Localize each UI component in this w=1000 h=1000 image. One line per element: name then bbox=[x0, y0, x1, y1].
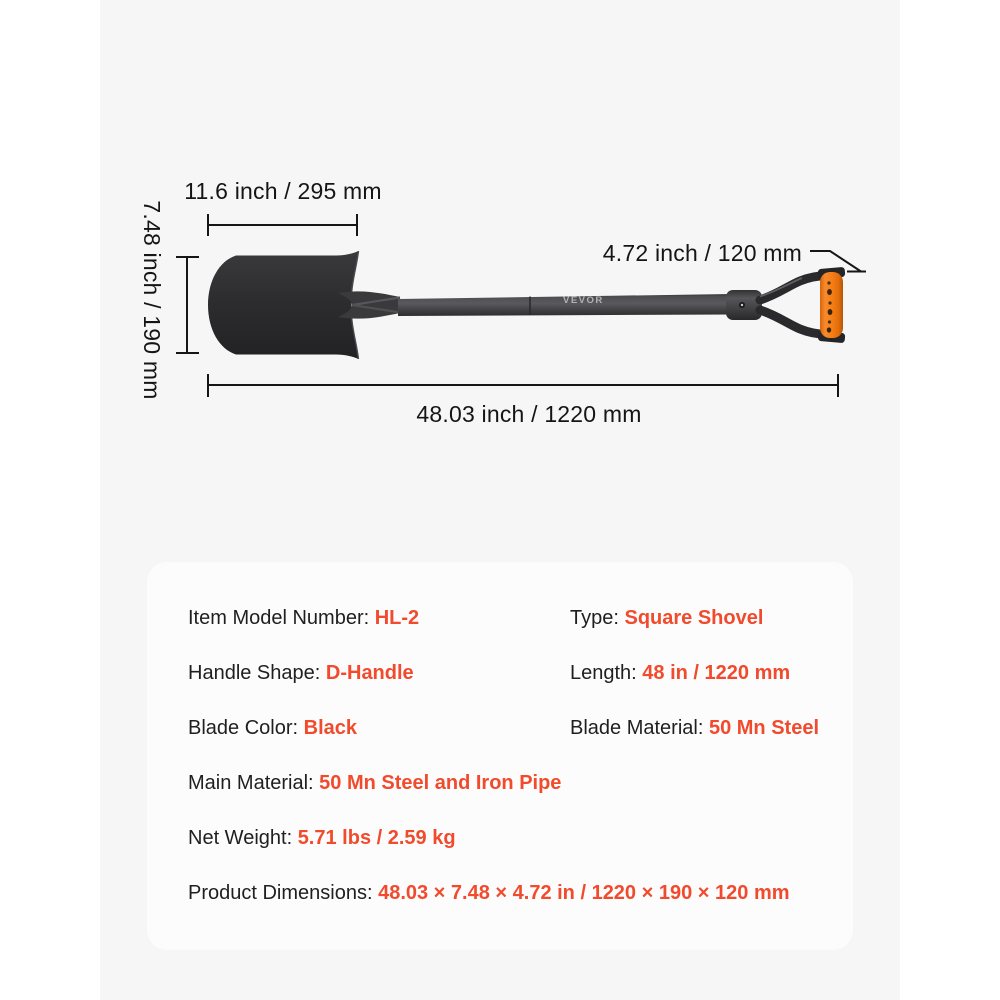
spec-label: Length: bbox=[570, 662, 643, 684]
dimension-label-total-length: 48.03 inch / 1220 mm bbox=[416, 401, 642, 427]
dimension-line-blade-height bbox=[176, 257, 199, 353]
dimension-label-blade-width: 11.6 inch / 295 mm bbox=[184, 178, 382, 204]
spec-value: D-Handle bbox=[325, 662, 414, 684]
handle-lower-arm bbox=[760, 310, 828, 334]
spec-label: Type: bbox=[570, 607, 625, 629]
collar-screw-highlight bbox=[741, 304, 743, 306]
spec-value: Square Shovel bbox=[624, 607, 764, 629]
handle-grip bbox=[818, 267, 846, 343]
spec-item-type bbox=[570, 607, 763, 630]
spec-item-blade-material bbox=[570, 717, 819, 740]
spec-value: HL-2 bbox=[374, 607, 420, 629]
spec-item-handle-shape bbox=[188, 662, 414, 685]
dimension-label-handle-width: 4.72 inch / 120 mm bbox=[602, 240, 802, 266]
spec-item-model-number bbox=[188, 607, 419, 630]
spec-item-net-weight bbox=[188, 827, 456, 850]
spec-label: Blade Material: bbox=[570, 717, 709, 739]
spec-label: Blade Color: bbox=[188, 717, 304, 739]
spec-label: Handle Shape: bbox=[188, 662, 326, 684]
grip-orange-bar bbox=[820, 272, 843, 338]
dimension-line-blade-width bbox=[208, 214, 357, 236]
spec-value: 48 in / 1220 mm bbox=[642, 662, 791, 684]
spec-value: 5.71 lbs / 2.59 kg bbox=[297, 827, 456, 849]
spec-label: Net Weight: bbox=[188, 827, 298, 849]
dimension-line-total-length bbox=[208, 374, 838, 397]
spec-value: 50 Mn Steel and Iron Pipe bbox=[319, 772, 562, 794]
spec-value: 50 Mn Steel bbox=[708, 717, 820, 739]
spec-panel bbox=[147, 562, 853, 950]
spec-label: Main Material: bbox=[188, 772, 320, 794]
spec-value: 48.03 × 7.48 × 4.72 in / 1220 × 190 × 120 mm bbox=[378, 882, 790, 904]
spec-item-main-material bbox=[188, 772, 561, 795]
spec-label: Item Model Number: bbox=[188, 607, 375, 629]
spec-item-product-dimensions bbox=[188, 882, 790, 905]
dimension-label-blade-height: 7.48 inch / 190 mm bbox=[139, 200, 165, 400]
spec-item-length bbox=[570, 662, 790, 685]
spec-value: Black bbox=[303, 717, 357, 739]
spec-label: Product Dimensions: bbox=[188, 882, 379, 904]
d-handle bbox=[726, 267, 845, 343]
spec-item-blade-color bbox=[188, 717, 357, 740]
shovel-blade bbox=[208, 251, 359, 359]
brand-label: VEVOR bbox=[563, 295, 604, 306]
handle-upper-arm bbox=[760, 276, 828, 300]
